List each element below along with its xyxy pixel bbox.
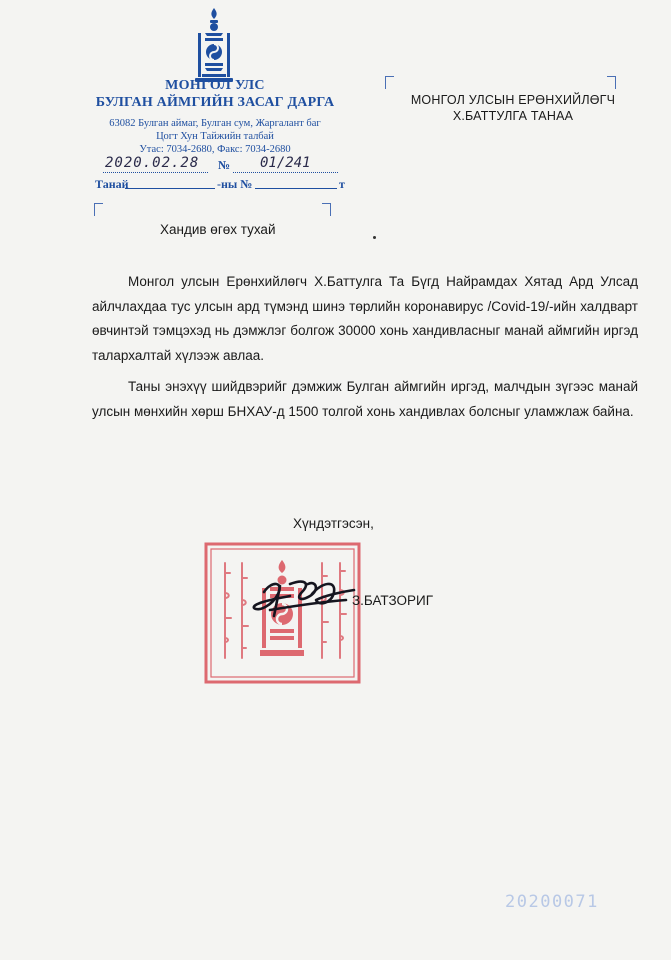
date-underline	[103, 172, 208, 173]
recipient-corner-left	[385, 76, 394, 89]
handwritten-date: 2020.02.28	[105, 155, 200, 171]
recipient-line2: Х.БАТТУЛГА ТАНАА	[452, 109, 574, 123]
soyombo-emblem-icon	[194, 6, 234, 84]
recipient-corner-right	[607, 76, 616, 89]
address-line3: Утас: 7034-2680, Факс: 7034-2680	[139, 144, 291, 155]
tanai-underline	[125, 188, 215, 189]
handwritten-number: 01/241	[260, 155, 311, 171]
org-name-line2: БУЛГАН АЙМГИЙН ЗАСАГ ДАРГА	[95, 95, 335, 110]
ink-dot	[373, 236, 376, 239]
document-registration-number: 20200071	[505, 892, 599, 912]
signer-name: З.БАТЗОРИГ	[352, 593, 434, 608]
reference-row	[95, 155, 345, 175]
ny-label: -ны №	[217, 177, 253, 191]
handwritten-signature-icon	[250, 570, 360, 620]
subject-corner-right	[322, 203, 331, 216]
tanai-reference-row	[95, 177, 355, 193]
body-paragraph-1: Монгол улсын Ерөнхийлөгч Х.Баттулга Та Бүгд Найрамдах Хятад Ард Улсад айлчлахдаа тус улсын ард түмэнд шинэ төрлийн коронавирус /Covid-19/-ийн халдварт өвчинтэй тэмцэхэд нь дэмжлэг болгож 30000 хонь хандивласныг манай аймгийн иргэд талархалтай хүлээж авлаа.	[92, 274, 638, 363]
number-label: №	[218, 158, 231, 172]
body-paragraph-2: Таны энэхүү шийдвэрийг дэмжиж Булган аймгийн иргэд, малчдын зүгээс манай улсын мөнхийн хөрш БНХАУ-д 1500 толгой хонь хандивлах болсныг уламжлаж байна.	[92, 379, 638, 419]
closing-salutation: Хүндэтгэсэн,	[293, 516, 374, 531]
subject-line: Хандив өгөх тухай	[160, 222, 276, 237]
number-underline	[233, 172, 338, 173]
recipient-line1: МОНГОЛ УЛСЫН ЕРӨНХИЙЛӨГЧ	[410, 93, 616, 107]
subject-corner-left	[94, 203, 103, 216]
address-line1: 63082 Булган аймаг, Булган сум, Жаргалант баг	[109, 118, 321, 129]
t-label: т	[339, 177, 345, 191]
org-name-line1: МОНГОЛ УЛС	[165, 78, 265, 93]
tanai-label: Танай	[95, 177, 129, 191]
address-line2: Цогт Хун Тайжийн талбай	[156, 131, 274, 142]
ny-underline	[255, 188, 337, 189]
